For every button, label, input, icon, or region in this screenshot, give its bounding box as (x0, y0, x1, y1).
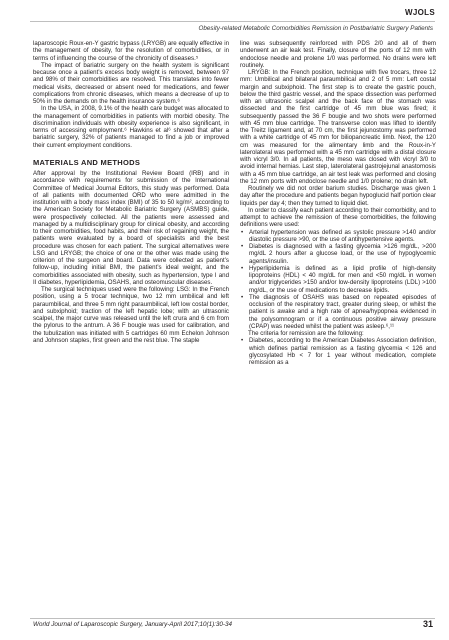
paragraph: The criteria for remission are the following: (248, 330, 364, 337)
definition-list (240, 229, 436, 331)
paragraph: Routinely we did not order barium studies. Discharge was given 1 day after the procedure and patients began hypoglucid half portion clear liquids per day 4; then they turned to liquid diet. (240, 185, 436, 207)
page-number: 31 (422, 619, 433, 629)
paragraph: LRYGB: In the French position, technique with five trocars, three 12 mm: Umbilical and bilateral paraumbilical and 2 of 5 mm: Left costal margin and subxiphoid. The first step is to create the gastric pouch, below the third gastric vessel, and the space dissection was performed with an ultrasonic scalpel and the back face of the stomach was dissected and the first cartridge of 45 mm blue was fired; it subsequently passed the 36 F bougie and two shots were performed with 45 mm blue cartridge. The transverse colon was lifted to identify the Treitz ligament and, at 70 cm, the first jejunostomy was performed with a white cartridge of 45 mm for biliopancreatic limb. Next, the 120 cm was measured for the alimentary limb and the Roux-in-Y laterolateral was performed with a 45 mm cartridge with a distal closure with vicryl 3/0. In all patients, the meso was closed with vicryl 3/0 to avoid internal hernias. Last step, laterolateral gastrojejunal anastomosis with a 45 mm blue cartridge, an air test leak was performed and closing the 12 mm ports with endoclose needle and 1/0 prolene; no drain left. (240, 69, 436, 185)
header-divider (30, 21, 435, 22)
list-item: • Arterial hypertension was defined as systolic pressure >140 and/or diastolic pressure >90, or the use of antihypertensive agents. (249, 229, 436, 244)
list-item: • Diabetes, according to the American Diabetes Association definition, which defines partial remission as a fasting glycemia < 126 and glycosylated Hb < 7 for 1 year without medication, complete remission as a (249, 337, 436, 366)
paragraph: In order to classify each patient according to their comorbidity, and to attempt to achieve the remission of these comorbidities, the following definitions were used: (240, 206, 436, 229)
paragraph: The surgical techniques used were the following: LSG: In the French position, using a 5 trocar technique, two 12 mm umbilical and left paraumbilical, and three 5 mm right paraumbilical, left low costal border, and subxiphoid; traction of the left hepatic lobe; with an ultrasonic scalpel, the major curve was released until the left crura and 6 cm from the pylorus to the antrum. A 36 F bougie was used for calibration, and the tubulization was initiated with 5 cartridges 60 mm Echelon Johnson and Johnson staples, first green and the rest blue. The staple (33, 286, 229, 344)
section-heading: MATERIALS AND METHODS (33, 157, 141, 167)
list-item: • Hyperlipidemia is defined as a lipid profile of high-density lipoproteins (HDL) < 40 mg/dL for men and <50 mg/dL in women and/or triglycerides >150 and/or low-density lipoproteins (LDL) >100 mg/dL, or the use of medications to decrease lipids. (249, 265, 436, 294)
paragraph: laparoscopic Roux-en-Y gastric bypass (LRYGB) are equally effective in the management of obesity, for the resolution of comorbidities, or in terms of influencing the course of the chronicity of diseases.⁵ (33, 40, 229, 62)
criteria-list (240, 337, 436, 366)
list-item: • The diagnosis of OSAHS was based on repeated episodes of occlusion of the respiratory tract, greater during sleep, or whilst the patient is awake and a high rate of apnea/hypopnea evidenced in the polysomnogram or if a continuous positive airway pressure (CPAP) was needed whilst the patient was asleep.⁶,¹¹ (249, 294, 436, 330)
running-title: Obesity-related Metabolic Comorbidities Remission in Postbariatric Surgery Patients (198, 25, 433, 32)
footer-divider (30, 618, 435, 619)
left-column (33, 40, 229, 344)
list-item: • Diabetes is diagnosed with a fasting glycemia >126 mg/dL, >200 mg/dL 2 hours after a glucose load, or the use of hypoglycemic agents/insulin. (249, 243, 436, 265)
paragraph: After approval by the Institutional Review Board (IRB) and in accordance with requirements for submission of the International Committee of Medical Journal Editors, this study was performed. Data of all patients with documented ORD who were admitted in the institution with a body mass index (BMI) of 35 to 50 kg/m², according to the American Society for Metabolic Bariatric Surgery (ASMBS) guide, were prospectively collected. All the patients were assessed and managed by a multidisciplinary group for clinical obesity, and according to their comorbidities, food habits, and their risk of regaining weight, the patients were evaluated by a board of specialists and the best procedure was chosen for each patient. The surgical alternatives were LSG and LRYGB; the choice of one or the other was made using the criterion of the surgeon and board. Data were collected as patient’s follow-up, including initial BMI, the patient’s ideal weight, and the comorbidities associated with obesity, such as hypertension, type I and II diabetes, hyperlipidemia, OSAHS, and osteomuscular diseases. (33, 170, 229, 286)
paragraph: The impact of bariatric surgery on the health system is significant because once a patient’s excess body weight is removed, between 97 and 98% of their comorbidities are resolved. This translates into fewer medical visits, decreased or absent need for medications, and fewer complications from chronic diseases, which means a decrease of up to 50% in the demands on the health insurance system.⁶ (33, 61, 229, 105)
right-column (240, 40, 436, 366)
journal-tag: WJOLS (405, 8, 435, 17)
paragraph: line was subsequently reinforced with PDS 2/0 and all of them underwent an air leak test. Finally, closure of the ports of 12 mm with endoclose needle and prolene 1/0 was performed. No drains were left routinely. (240, 40, 436, 69)
paragraph: In the USA, in 2008, 9.1% of the health care budget was allocated to the management of comorbidities in patients with morbid obesity. The discrimination individuals with obesity experience is also significant, in terms of accessing employment.⁶ Hawkins et al⁶ showed that after a bariatric surgery, 32% of patients managed to find a job or improved their current employment conditions. (33, 105, 229, 149)
footer-journal-info: World Journal of Laparoscopic Surgery, January-April 2017;10(1):30-34 (33, 621, 233, 628)
